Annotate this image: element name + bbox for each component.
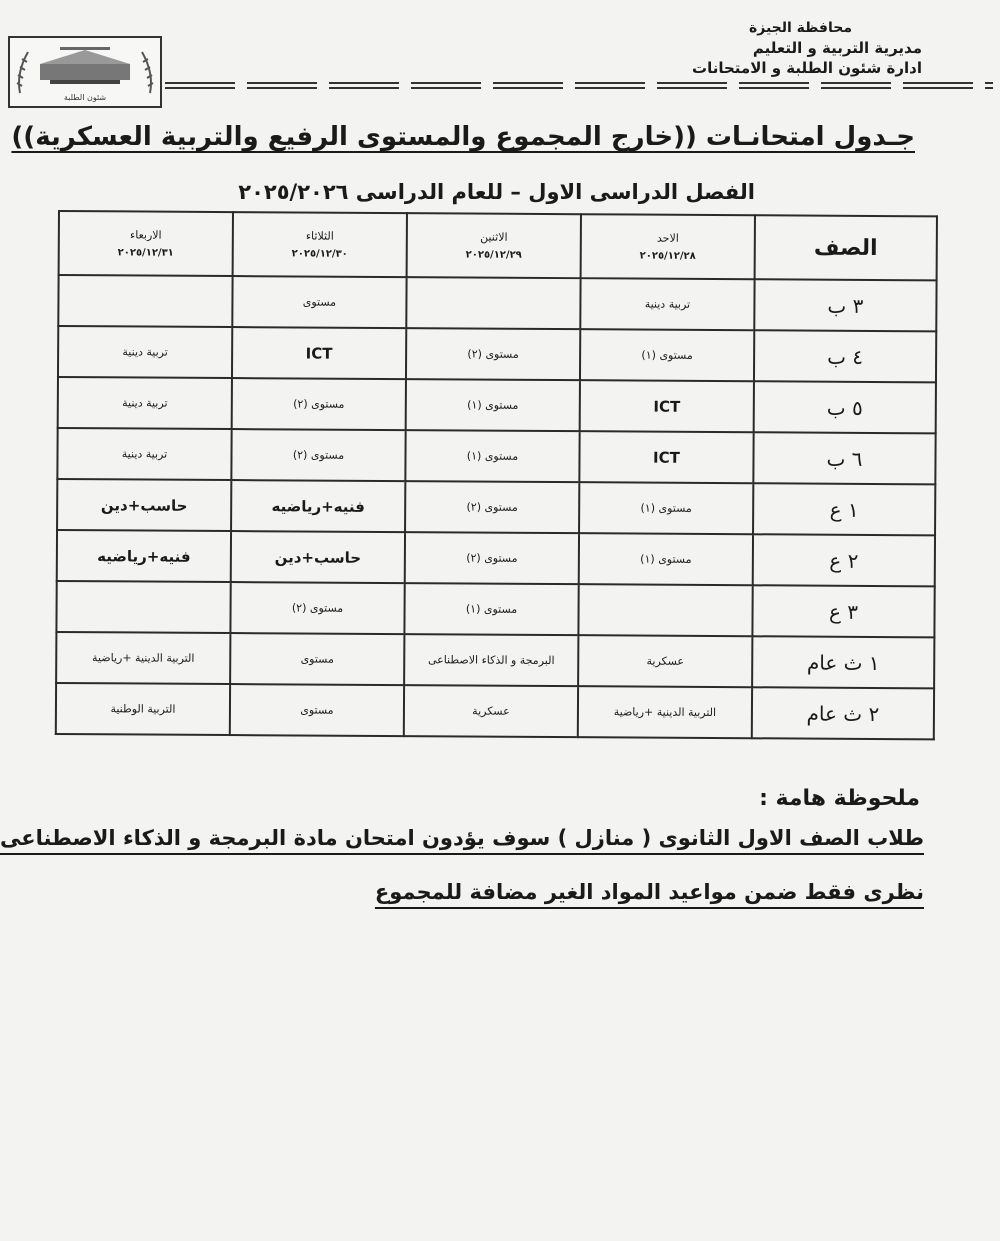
day-header-sunday: الاحد ٢٠٢٥/١٢/٢٨ (581, 214, 755, 279)
exam-cell: مستوى (١) (579, 533, 753, 585)
day-header-wednesday: الاربعاء ٢٠٢٥/١٢/٣١ (59, 211, 233, 276)
exam-cell: التربية الدينية +رياضية (56, 632, 230, 684)
exam-cell: البرمجة و الذكاء الاصطناعى (404, 634, 578, 686)
table-row (58, 275, 936, 331)
exam-cell (406, 277, 580, 329)
exam-cell: مستوى (١) (580, 329, 754, 381)
day-header-monday: الاثنين ٢٠٢٥/١٢/٢٩ (407, 213, 581, 278)
exam-cell: حاسب+دين (231, 531, 405, 583)
exam-cell: مستوى (١) (579, 482, 753, 534)
table-row (58, 326, 936, 382)
exam-cell (58, 275, 232, 327)
page-title: جـدول امتحانـات ((خارج المجموع والمستوى الرفيع والتربية العسكرية)) (11, 122, 915, 152)
table-row (56, 581, 934, 637)
grade-cell: ٤ ب (754, 330, 936, 382)
exam-cell: مستوى (٢) (405, 532, 579, 584)
note-text-line-2: نظرى فقط ضمن مواعيد المواد الغير مضافة للمجموع (374, 880, 924, 904)
table-row (56, 683, 934, 739)
grade-cell: ٣ ب (754, 279, 936, 331)
note-heading: ملحوظة هامة : (759, 786, 920, 811)
grade-cell: ١ ع (753, 483, 935, 535)
directorate-line: مديرية التربية و التعليم (752, 39, 922, 57)
grade-cell: ٢ ع (753, 534, 935, 586)
exam-cell: التربية الوطنية (56, 683, 230, 735)
exam-cell: ICT (232, 327, 406, 379)
exam-cell: ICT (580, 380, 754, 432)
directorate-logo (8, 36, 162, 108)
exam-cell: مستوى (232, 276, 406, 328)
exam-cell: تربية دينية (580, 278, 754, 330)
grade-column-header: الصف (755, 215, 937, 280)
page-subtitle: الفصل الدراسى الاول – للعام الدراسى ٢٠٢٥/٢٠٢٦ (238, 180, 755, 204)
department-line: ادارة شئون الطلبة و الامتحانات (692, 59, 922, 77)
exam-cell: مستوى (١) (406, 379, 580, 431)
table-row (57, 428, 935, 484)
governorate-line: محافظة الجيزة (748, 20, 852, 36)
exam-cell: مستوى (٢) (231, 429, 405, 481)
table-row (56, 632, 934, 688)
day-header-tuesday: الثلاثاء ٢٠٢٥/١٢/٣٠ (233, 212, 407, 277)
exam-schedule-table (55, 210, 938, 740)
organization-header (662, 18, 922, 78)
exam-cell (56, 581, 230, 633)
table-row (57, 530, 935, 586)
grade-cell: ٣ ع (752, 585, 934, 637)
exam-cell: تربية دينية (58, 326, 232, 378)
exam-cell: التربية الدينية +رياضية (578, 686, 752, 738)
grade-cell: ٦ ب (753, 432, 935, 484)
logo-caption: شئون الطلبة (63, 93, 107, 102)
exam-cell: مستوى (٢) (232, 378, 406, 430)
header-rule (165, 80, 993, 92)
exam-cell: مستوى (١) (405, 430, 579, 482)
logo-emblem-icon (10, 38, 160, 106)
table-header-row (59, 211, 937, 280)
grade-cell: ١ ث عام (752, 636, 934, 688)
exam-cell: مستوى (230, 684, 404, 736)
grade-cell: ٥ ب (754, 381, 936, 433)
exam-cell: فنيه+رياضيه (231, 480, 405, 532)
table-row (57, 479, 935, 535)
exam-cell: فنيه+رياضيه (57, 530, 231, 582)
exam-cell (578, 584, 752, 636)
exam-cell: مستوى (١) (404, 583, 578, 635)
exam-cell: تربية دينية (57, 428, 231, 480)
exam-cell: مستوى (٢) (230, 582, 404, 634)
grade-cell: ٢ ث عام (752, 687, 934, 739)
note-text-line-1: طلاب الصف الاول الثانوى ( منازل ) سوف يؤدون امتحان مادة البرمجة و الذكاء الاصطناعى (0, 826, 924, 850)
exam-cell: مستوى (٢) (406, 328, 580, 380)
table-row (58, 377, 936, 433)
exam-cell: عسكرية (578, 635, 752, 687)
exam-cell: عسكرية (404, 685, 578, 737)
exam-cell: مستوى (230, 633, 404, 685)
exam-cell: مستوى (٢) (405, 481, 579, 533)
exam-cell: حاسب+دين (57, 479, 231, 531)
exam-cell: تربية دينية (58, 377, 232, 429)
exam-cell: ICT (579, 431, 753, 483)
